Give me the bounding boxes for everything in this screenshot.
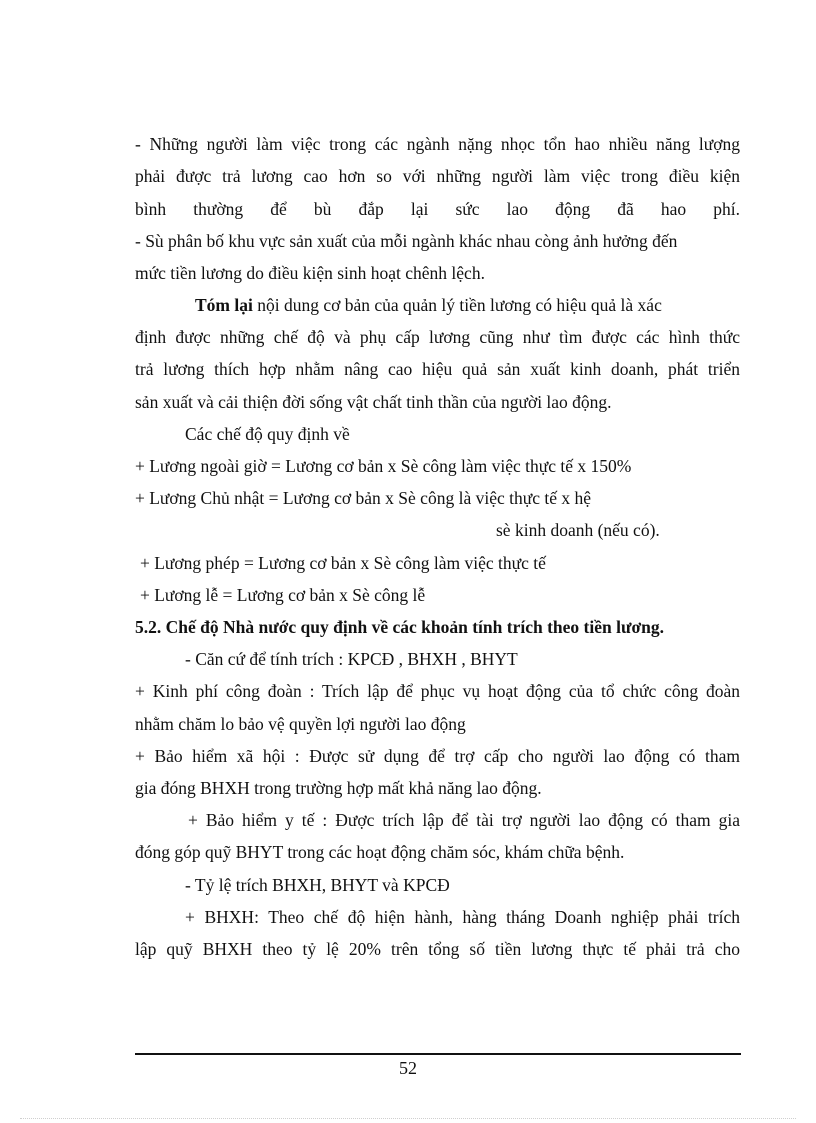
social-insurance-line: gia đóng BHXH trong trường hợp mất khả năng lao động. (135, 778, 542, 798)
health-insurance-line: + Bảo hiểm y tế : Được trích lập để tài trợ người lao động có tham gia (188, 810, 740, 830)
formula-overtime: + Lương ngoài giờ = Lương cơ bản x Sè công làm việc thực tế x 150% (135, 456, 632, 476)
health-insurance-line: đóng góp quỹ BHYT trong các hoạt động chăm sóc, khám chữa bệnh. (135, 842, 625, 862)
regimes-intro: Các chế độ quy định về (185, 424, 350, 444)
footer-rule (135, 1053, 741, 1055)
page-edge-divider (20, 1118, 796, 1119)
summary-lead-text: nội dung cơ bản của quản lý tiền lương có hiệu quả là xác (252, 295, 662, 315)
formula-leave: + Lương phép = Lương cơ bản x Sè công làm việc thực tế (140, 553, 546, 573)
paragraph-line: sản xuất và cải thiện đời sống vật chất tinh thần của người lao động. (135, 392, 612, 412)
paragraph-line: trả lương thích hợp nhằm nâng cao hiệu quả sản xuất kinh doanh, phát triển (135, 359, 740, 379)
paragraph-line: - Sù phân bố khu vực sản xuất của mỗi ngành khác nhau còng ảnh hưởng đến (135, 231, 678, 251)
section-heading: 5.2. Chế độ Nhà nước quy định về các khoản tính trích theo tiền lương. (135, 617, 664, 637)
formula-sunday: + Lương Chủ nhật = Lương cơ bản x Sè công là việc thực tế x hệ (135, 488, 591, 508)
union-fee-line: + Kinh phí công đoàn : Trích lập để phục vụ hoạt động của tổ chức công đoàn (135, 681, 740, 701)
social-insurance-line: + Bảo hiểm xã hội : Được sử dụng để trợ cấp cho người lao động có tham (135, 746, 740, 766)
rates-line: - Tỷ lệ trích BHXH, BHYT và KPCĐ (185, 875, 450, 895)
paragraph-line: định được những chế độ và phụ cấp lương cũng như tìm được các hình thức (135, 327, 740, 347)
basis-line: - Căn cứ để tính trích : KPCĐ , BHXH , BHYT (185, 649, 518, 669)
formula-holiday: + Lương lễ = Lương cơ bản x Sè công lễ (140, 585, 426, 605)
bhxh-line: lập quỹ BHXH theo tỷ lệ 20% trên tổng số tiền lương thực tế phải trả cho (135, 939, 740, 959)
paragraph-line: - Những người làm việc trong các ngành nặng nhọc tổn hao nhiều năng lượng (135, 134, 740, 154)
paragraph-line: bình thường để bù đắp lại sức lao động đã hao phí. (135, 199, 740, 219)
summary-first-line (195, 294, 740, 316)
summary-bold-lead: Tóm lại (195, 295, 253, 315)
union-fee-line: nhằm chăm lo bảo vệ quyền lợi người lao động (135, 714, 466, 734)
bhxh-line: + BHXH: Theo chế độ hiện hành, hàng tháng Doanh nghiệp phải trích (185, 907, 740, 927)
paragraph-line: phải được trả lương cao hơn so với những người làm việc trong điều kiện (135, 166, 740, 186)
paragraph-line: mức tiền lương do điều kiện sinh hoạt chênh lệch. (135, 263, 485, 283)
page-number: 52 (399, 1058, 417, 1078)
formula-sunday-cont: sè kinh doanh (nếu có). (496, 520, 660, 540)
